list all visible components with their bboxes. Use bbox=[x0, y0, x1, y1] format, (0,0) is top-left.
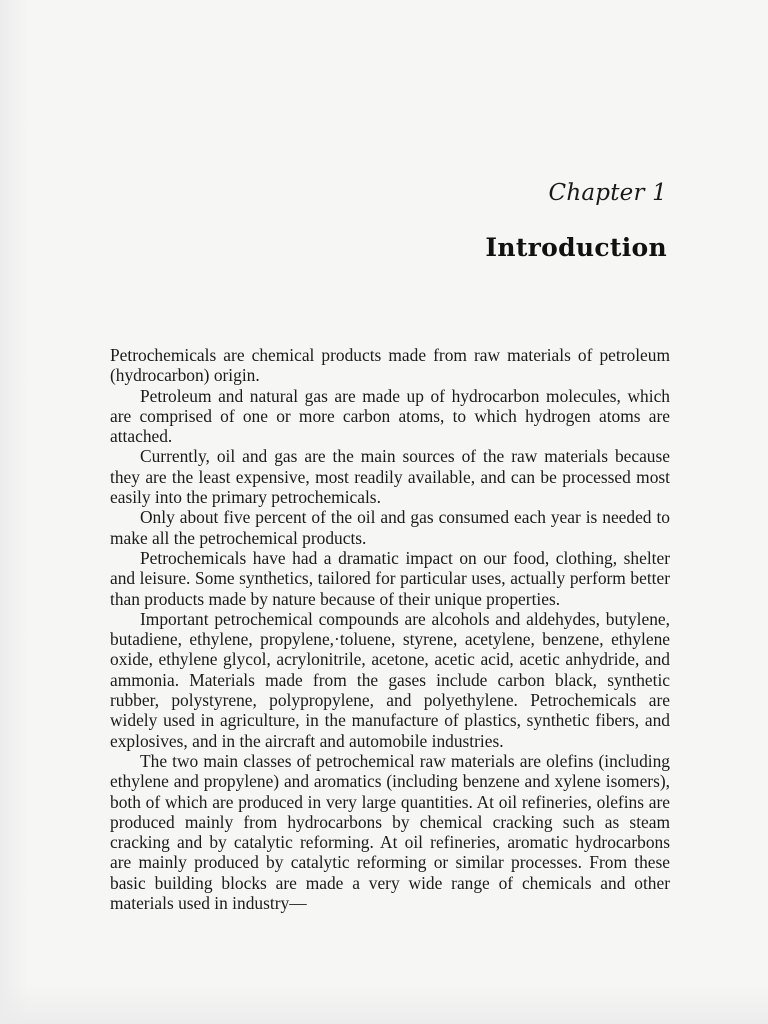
paragraph-3: Currently, oil and gas are the main sources of the raw materials because they are the least expensive, most readily available, and can be processed most easily into the primary petrochemicals. bbox=[110, 446, 670, 508]
scan-shadow-bottom bbox=[0, 984, 768, 1024]
paragraph-1: Petrochemicals are chemical products made from raw materials of petroleum (hydrocarbon) origin. bbox=[110, 345, 670, 386]
paragraph-7: The two main classes of petrochemical raw materials are olefins (including ethylene and propylene) and aromatics (including benzene and xylene isomers), both of which are produced in very large quantities. At oil refineries, olefins are produced mainly from hydrocarbons by chemical cracking such as steam cracking and by catalytic reforming. At oil refineries, aromatic hydrocarbons are mainly produced by catalytic reforming or similar processes. From these basic building blocks are made a very wide range of chemicals and other materials used in industry— bbox=[110, 750, 670, 914]
paragraph-6: Important petrochemical compounds are alcohols and aldehydes, butylene, butadiene, ethylene, propylene,·toluene, styrene, acetylene, benzene, ethylene oxide, ethylene glycol, acrylonitrile, acetone, acetic acid, acetic anhydride, and ammonia. Materials made from the gases include carbon black, synthetic rubber, polystyrene, polypropylene, and polyethylene. Petrochemicals are widely used in agriculture, in the manufacture of plastics, synthetic fibers, and explosives, and in the aircraft and automobile industries. bbox=[110, 608, 670, 751]
chapter-title: Introduction bbox=[485, 233, 667, 262]
paragraph-5: Petrochemicals have had a dramatic impact on our food, clothing, shelter and leisure. Some synthetics, tailored for particular uses, actually perform better than products made by nature because of their unique properties. bbox=[110, 547, 670, 609]
paragraph-4: Only about five percent of the oil and gas consumed each year is needed to make all the petrochemical products. bbox=[110, 507, 670, 548]
scan-shadow-left bbox=[0, 0, 28, 1024]
paragraph-2: Petroleum and natural gas are made up of hydrocarbon molecules, which are comprised of one or more carbon atoms, to which hydrogen atoms are attached. bbox=[110, 385, 670, 447]
chapter-body bbox=[110, 345, 670, 913]
chapter-number: Chapter 1 bbox=[548, 180, 667, 206]
